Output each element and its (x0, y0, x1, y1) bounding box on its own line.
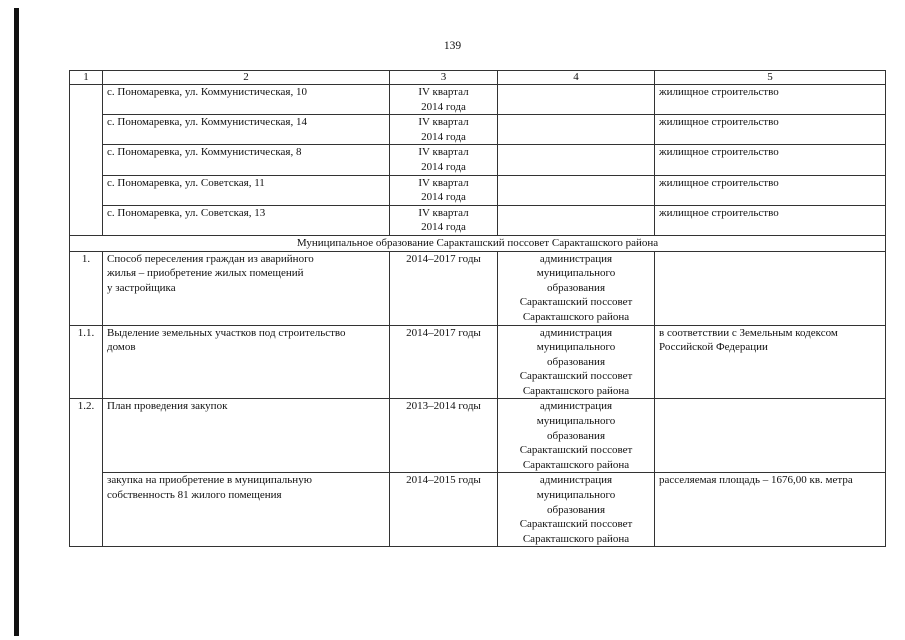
measure-line: Выделение земельных участков под строительство (107, 326, 346, 339)
page-number: 139 (443, 40, 462, 52)
period-line: 2014 года (421, 221, 466, 234)
binding-edge-bar (14, 8, 19, 636)
executor-cell (498, 115, 655, 145)
period-line: IV квартал (418, 206, 469, 219)
period-line: 2014 года (421, 100, 466, 113)
period-cell: 2013–2014 годы (390, 399, 498, 473)
purpose-cell (655, 251, 886, 325)
period-cell (390, 115, 498, 145)
executor-line: образования (546, 429, 606, 442)
measure-line: домов (107, 341, 136, 354)
table-row (70, 205, 886, 235)
executor-cell (498, 175, 655, 205)
address-cell: с. Пономаревка, ул. Коммунистическая, 14 (103, 115, 390, 145)
measure-cell (103, 473, 390, 547)
period-cell: 2014–2017 годы (390, 251, 498, 325)
measure-cell (103, 251, 390, 325)
period-line: IV квартал (418, 86, 469, 98)
purpose-cell: расселяемая площадь – 1676,00 кв. метра (655, 473, 886, 547)
executor-line: администрация (539, 400, 613, 413)
header-cell-1: 1 (70, 71, 103, 85)
executor-line: Саракташского района (522, 384, 630, 397)
executor-line: Саракташского района (522, 458, 630, 471)
header-cell-3: 3 (390, 71, 498, 85)
measure-line: жилья – приобретение жилых помещений (107, 267, 304, 280)
table-row (70, 251, 886, 325)
purpose-cell: жилищное строительство (655, 115, 886, 145)
executor-line: образования (546, 281, 606, 294)
executor-cell (498, 205, 655, 235)
header-cell-4: 4 (498, 71, 655, 85)
executor-line: администрация (539, 326, 613, 339)
executor-cell (498, 473, 655, 547)
table-row (70, 115, 886, 145)
executor-line: Саракташского района (522, 532, 630, 545)
executor-line: Саракташского района (522, 310, 630, 323)
table-header-row (70, 71, 886, 85)
measure-line: у застройщика (107, 281, 176, 294)
measure-line: Способ переселения граждан из аварийного (107, 252, 314, 265)
address-cell: с. Пономаревка, ул. Советская, 13 (103, 205, 390, 235)
executor-line: Саракташский поссовет (519, 444, 633, 457)
executor-cell (498, 325, 655, 399)
period-cell: 2014–2015 годы (390, 473, 498, 547)
address-cell: с. Пономаревка, ул. Коммунистическая, 10 (103, 85, 390, 115)
executor-line: образования (546, 503, 606, 516)
period-cell (390, 175, 498, 205)
purpose-cell: жилищное строительство (655, 205, 886, 235)
executor-line: муниципального (536, 341, 616, 354)
table-row (70, 473, 886, 547)
executor-cell (498, 399, 655, 473)
executor-line: Саракташский поссовет (519, 518, 633, 531)
number-cell-empty (70, 85, 103, 236)
period-line: IV квартал (418, 146, 469, 159)
executor-cell (498, 251, 655, 325)
header-cell-5: 5 (655, 71, 886, 85)
purpose-cell: жилищное строительство (655, 85, 886, 115)
measure-cell (103, 325, 390, 399)
measure-line: План проведения закупок (107, 400, 228, 413)
table-row (70, 85, 886, 115)
table-row (70, 399, 886, 473)
purpose-cell: в соответствии с Земельным кодексом Российской Федерации (655, 325, 886, 399)
period-line: IV квартал (418, 176, 469, 189)
table-row (70, 145, 886, 175)
executor-line: образования (546, 355, 606, 368)
header-cell-2: 2 (103, 71, 390, 85)
executor-line: Саракташский поссовет (519, 296, 633, 309)
executor-line: Саракташский поссовет (519, 370, 633, 383)
executor-line: муниципального (536, 415, 616, 428)
executor-cell (498, 145, 655, 175)
period-cell (390, 145, 498, 175)
item-number: 1.1. (70, 325, 103, 399)
executor-line: администрация (539, 474, 613, 487)
purpose-cell: жилищное строительство (655, 145, 886, 175)
period-line: 2014 года (421, 130, 466, 143)
section-title: Муниципальное образование Саракташский поссовет Саракташского района (70, 235, 886, 251)
address-cell: с. Пономаревка, ул. Коммунистическая, 8 (103, 145, 390, 175)
period-line: IV квартал (418, 116, 469, 129)
item-number: 1. (70, 251, 103, 325)
executor-line: администрация (539, 252, 613, 265)
period-cell (390, 205, 498, 235)
measure-cell (103, 399, 390, 473)
period-line: 2014 года (421, 191, 466, 204)
purpose-cell: жилищное строительство (655, 175, 886, 205)
executor-line: муниципального (536, 489, 616, 502)
executor-cell (498, 85, 655, 115)
table-row (70, 175, 886, 205)
executor-line: муниципального (536, 267, 616, 280)
measure-line: закупка на приобретение в муниципальную (107, 474, 312, 487)
table-row (70, 325, 886, 399)
period-line: 2014 года (421, 160, 466, 173)
section-row (70, 235, 886, 251)
program-table (69, 70, 886, 547)
item-number: 1.2. (70, 399, 103, 547)
purpose-cell (655, 399, 886, 473)
period-cell: 2014–2017 годы (390, 325, 498, 399)
address-cell: с. Пономаревка, ул. Советская, 11 (103, 175, 390, 205)
period-cell (390, 85, 498, 115)
measure-line: собственность 81 жилого помещения (107, 489, 282, 502)
